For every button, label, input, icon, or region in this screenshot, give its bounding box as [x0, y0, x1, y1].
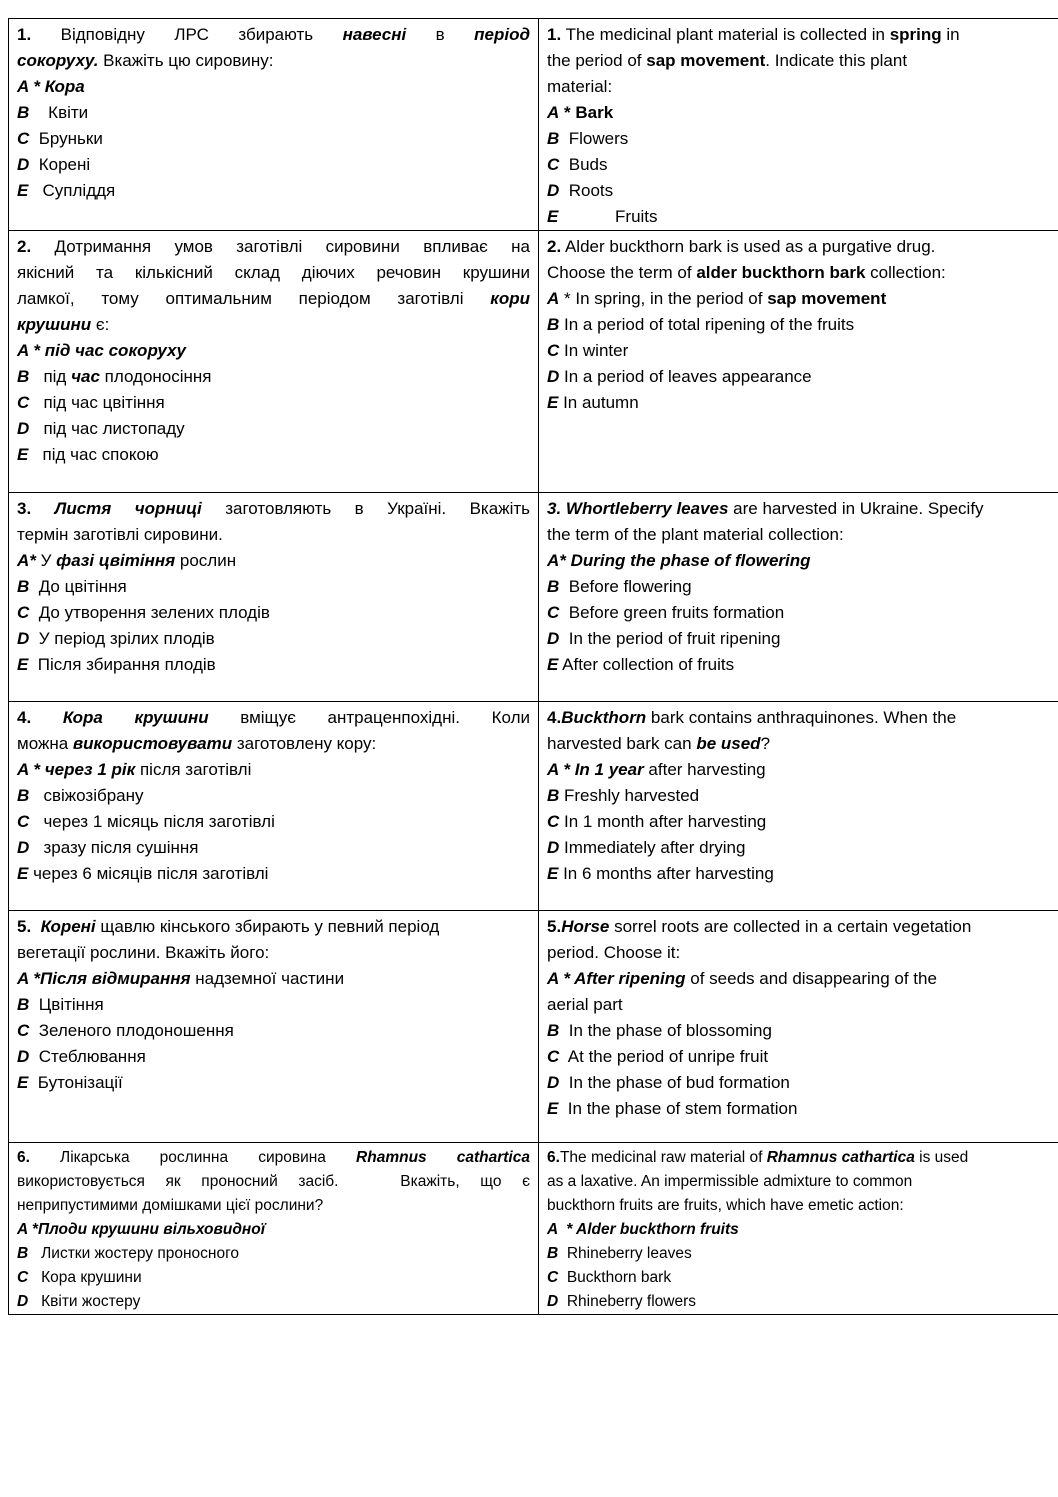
answer-line [17, 809, 530, 835]
text-segment: B [547, 577, 560, 596]
text-segment: ? [760, 734, 771, 753]
text-segment: Buckthorn bark [558, 1269, 672, 1286]
text-segment: E [17, 445, 29, 464]
text-segment: Choose the term of [547, 263, 697, 282]
text-segment: collection: [865, 263, 946, 282]
text-segment: harvested bark can [547, 734, 697, 753]
question-row [9, 231, 1058, 493]
text-segment: 1. [547, 25, 562, 44]
question-text-line [17, 1146, 530, 1170]
text-segment: sap movement [767, 289, 887, 308]
text-segment: C [547, 341, 560, 360]
question-cell-ukrainian [9, 702, 539, 911]
question-row [9, 1143, 1058, 1315]
text-segment: Дотримання умов заготівлі сировини впливає на [31, 237, 530, 256]
text-segment: A * After ripening [547, 969, 686, 988]
text-segment: C [547, 1269, 559, 1286]
text-segment: можна [17, 734, 73, 753]
question-text-line [17, 914, 530, 940]
answer-line [547, 548, 1058, 574]
text-segment: крушини [17, 315, 92, 334]
text-segment: Зеленого плодоношення [29, 1021, 234, 1040]
text-segment: Rhineberry leaves [558, 1245, 692, 1262]
text-segment: Цвітіння [29, 995, 104, 1014]
text-segment: 5. [17, 917, 32, 936]
answer-line [547, 74, 1058, 100]
answer-line [547, 1218, 1058, 1242]
answer-line [17, 600, 530, 626]
answer-line [547, 1194, 1058, 1218]
text-segment: сокоруху. [17, 51, 99, 70]
text-segment: Плоди крушини вільховидної [37, 1221, 266, 1238]
answer-line [17, 390, 530, 416]
answer-line [547, 1170, 1058, 1194]
text-segment: D [17, 1047, 30, 1066]
text-segment: під час листопаду [29, 419, 185, 438]
text-segment: In a period of total ripening of the fruits [559, 315, 855, 334]
question-text-line [547, 1146, 1058, 1170]
answer-line [17, 364, 530, 390]
text-segment: Корені [40, 917, 96, 936]
text-segment: Лікарська рослинна сировина [29, 1149, 357, 1166]
question-cell-english [539, 1143, 1058, 1315]
text-segment: Before flowering [559, 577, 692, 596]
text-segment: of seeds and disappearing of the [685, 969, 937, 988]
text-segment: . Indicate this plant [765, 51, 908, 70]
text-segment: B [17, 367, 30, 386]
answer-line [547, 178, 1058, 204]
answer-line [547, 940, 1058, 966]
answer-line [547, 1266, 1058, 1290]
text-segment: Roots [559, 181, 614, 200]
answer-line [17, 48, 530, 74]
text-segment: Freshly harvested [559, 786, 700, 805]
answer-line [547, 204, 1058, 230]
answer-line [17, 1170, 530, 1194]
answer-line [547, 1070, 1058, 1096]
text-segment: через 1 місяць після заготівлі [29, 812, 275, 831]
text-segment: E [547, 207, 559, 226]
question-text-line [547, 914, 1058, 940]
answer-line [17, 548, 530, 574]
answer-line [17, 522, 530, 548]
text-segment: The medicinal plant material is collected in [561, 25, 890, 44]
text-segment: B [547, 786, 560, 805]
text-segment: плодоносіння [99, 367, 212, 386]
text-segment: Після відмирання [40, 969, 191, 988]
text-segment: B [547, 315, 560, 334]
answer-line [17, 1242, 530, 1266]
text-segment: фазі цвітіння [56, 551, 176, 570]
text-segment: C [547, 1047, 560, 1066]
text-segment: Супліддя [28, 181, 116, 200]
question-text-line [547, 496, 1058, 522]
text-segment: A* During the phase of flowering [547, 551, 811, 570]
answer-line [17, 442, 530, 468]
text-segment: C [547, 812, 560, 831]
text-segment: B [17, 995, 30, 1014]
text-segment [31, 917, 40, 936]
answer-line [547, 48, 1058, 74]
text-segment: B [17, 577, 30, 596]
answer-line [17, 178, 530, 204]
text-segment: A [547, 103, 560, 122]
text-segment: зразу після сушіння [29, 838, 199, 857]
text-segment: sap movement [646, 51, 766, 70]
text-segment: D [547, 629, 560, 648]
text-segment: 4. [17, 708, 32, 727]
text-segment: під час сокоруху [44, 341, 186, 360]
text-segment: D [17, 838, 30, 857]
answer-line [17, 835, 530, 861]
text-segment: Після збирання плодів [28, 655, 216, 674]
answer-line [547, 992, 1058, 1018]
answer-line [17, 338, 530, 364]
question-cell-ukrainian [9, 1143, 539, 1315]
answer-line [547, 966, 1058, 992]
question-text-line [17, 705, 530, 731]
text-segment: E [17, 1073, 29, 1092]
text-segment: D [547, 367, 560, 386]
text-segment: 2. [547, 237, 562, 256]
text-segment: D [547, 1073, 560, 1092]
text-segment: E [17, 864, 29, 883]
text-segment: In winter [559, 341, 629, 360]
text-segment: Кора крушини [62, 708, 209, 727]
text-segment: Buckthorn [561, 708, 647, 727]
answer-line [547, 652, 1058, 678]
text-segment: After collection of fruits [558, 655, 735, 674]
text-segment: D [17, 155, 30, 174]
answer-line [17, 1018, 530, 1044]
text-segment: A * [17, 77, 45, 96]
text-segment: the term of the plant material collection: [547, 525, 844, 544]
text-segment: after harvesting [643, 760, 766, 779]
text-segment: In a period of leaves appearance [559, 367, 812, 386]
text-segment: Листки жостеру проносного [28, 1245, 240, 1262]
question-cell-ukrainian [9, 231, 539, 493]
answer-line [547, 626, 1058, 652]
text-segment: Кора [44, 77, 85, 96]
text-segment: D [547, 838, 560, 857]
text-segment: Fruits [558, 207, 658, 226]
text-segment: D [547, 1293, 559, 1310]
text-segment: ламкої, тому оптимальним періодом заготівлі [17, 289, 491, 308]
text-segment: є: [91, 315, 110, 334]
text-segment: Immediately after drying [559, 838, 746, 857]
text-segment: A * [17, 341, 45, 360]
question-row [9, 911, 1058, 1143]
text-segment: In 1 month after harvesting [559, 812, 767, 831]
text-segment [31, 499, 54, 518]
question-cell-english [539, 493, 1058, 702]
answer-line [547, 286, 1058, 312]
text-segment: через 6 місяців після заготівлі [28, 864, 269, 883]
text-segment: Квіти [29, 103, 89, 122]
answer-line [17, 574, 530, 600]
text-segment: Alder buckthorn bark is used as a purgative drug. [561, 237, 936, 256]
text-segment: E [547, 864, 559, 883]
text-segment: Flowers [559, 129, 629, 148]
question-row [9, 702, 1058, 911]
text-segment: sorrel roots are collected in a certain vegetation [609, 917, 972, 936]
text-segment: під [29, 367, 72, 386]
text-segment: 6. [547, 1149, 560, 1166]
text-segment: B [17, 1245, 29, 1262]
answer-line [547, 1096, 1058, 1122]
text-segment: B [547, 1245, 559, 1262]
text-segment: D [17, 629, 30, 648]
answer-line [547, 338, 1058, 364]
text-segment: У [35, 551, 57, 570]
text-segment: 2. [17, 237, 32, 256]
text-segment: A * [17, 969, 40, 988]
text-segment: період [474, 25, 530, 44]
text-segment: spring [889, 25, 942, 44]
text-segment: вегетації рослини. Вкажіть його: [17, 943, 270, 962]
text-segment: навесні [342, 25, 407, 44]
text-segment: використовувати [72, 734, 233, 753]
text-segment: E [547, 655, 559, 674]
text-segment: B [547, 129, 560, 148]
text-segment: In the phase of blossoming [559, 1021, 772, 1040]
answer-line [17, 126, 530, 152]
text-segment: E [17, 181, 29, 200]
question-cell-english [539, 911, 1058, 1143]
text-segment: A [547, 289, 560, 308]
text-segment: A * In 1 year [547, 760, 644, 779]
answer-line [17, 652, 530, 678]
text-segment: C [547, 155, 560, 174]
text-segment: 1. [17, 25, 32, 44]
text-segment: До цвітіння [29, 577, 127, 596]
question-cell-ukrainian [9, 19, 539, 231]
text-segment: Rhamnus cathartica [356, 1149, 530, 1166]
text-segment: Корені [29, 155, 91, 174]
text-segment: 5. [547, 917, 562, 936]
question-cell-ukrainian [9, 911, 539, 1143]
text-segment: In autumn [558, 393, 639, 412]
text-segment: Відповідну ЛРС збирають [31, 25, 343, 44]
text-segment: C [17, 1021, 30, 1040]
answer-line [17, 731, 530, 757]
answer-line [547, 100, 1058, 126]
text-segment: після заготівлі [135, 760, 252, 779]
text-segment: * In spring, in the period of [559, 289, 768, 308]
text-segment: заготовлену кору: [232, 734, 377, 753]
text-segment: Кора крушини [28, 1269, 142, 1286]
text-segment: надземної частини [190, 969, 345, 988]
text-segment: під час цвітіння [29, 393, 165, 412]
text-segment: вміщує антраценпохідні. Коли [208, 708, 530, 727]
text-segment: D [547, 181, 560, 200]
answer-line [17, 416, 530, 442]
answer-line [17, 626, 530, 652]
text-segment: Buds [559, 155, 608, 174]
answer-line [17, 286, 530, 312]
text-segment: as a laxative. An impermissible admixture to common [547, 1173, 913, 1190]
text-segment: Before green fruits formation [559, 603, 785, 622]
answer-line [17, 1266, 530, 1290]
answer-line [547, 1018, 1058, 1044]
answer-line [547, 835, 1058, 861]
text-segment: C [17, 1269, 29, 1286]
text-segment: 3. [547, 499, 562, 518]
answer-line [547, 783, 1058, 809]
question-text-line [547, 705, 1058, 731]
text-segment: A * [17, 760, 45, 779]
text-segment: In the phase of stem formation [558, 1099, 798, 1118]
question-text-line [17, 234, 530, 260]
text-segment: кори [490, 289, 530, 308]
answer-line [547, 1044, 1058, 1070]
answer-line [17, 1044, 530, 1070]
answer-line [547, 364, 1058, 390]
answer-line [547, 861, 1058, 887]
text-segment: 6. [17, 1149, 30, 1166]
text-segment: в [406, 25, 475, 44]
text-segment: In the phase of bud formation [559, 1073, 790, 1092]
answer-line [547, 600, 1058, 626]
answer-line [547, 809, 1058, 835]
text-segment: B [547, 1021, 560, 1040]
text-segment: C [547, 603, 560, 622]
answer-line [17, 783, 530, 809]
answer-line [547, 390, 1058, 416]
text-segment: рослин [175, 551, 237, 570]
question-row [9, 493, 1058, 702]
text-segment: * Bark [559, 103, 614, 122]
text-segment: C [17, 393, 30, 412]
answer-line [17, 1218, 530, 1242]
text-segment: D [17, 1293, 29, 1310]
text-segment: 3. [17, 499, 32, 518]
question-table-body [9, 19, 1058, 1315]
text-segment: At the period of unripe fruit [559, 1047, 769, 1066]
text-segment: C [17, 812, 30, 831]
answer-line [547, 1242, 1058, 1266]
question-cell-english [539, 19, 1058, 231]
question-text-line [17, 22, 530, 48]
answer-line [17, 312, 530, 338]
text-segment: якісний та кількісний склад діючих речовин крушини [17, 263, 530, 282]
question-cell-ukrainian [9, 493, 539, 702]
text-segment: aerial part [547, 995, 623, 1014]
text-segment: material: [547, 77, 613, 96]
question-row [9, 19, 1058, 231]
question-text-line [547, 234, 1058, 260]
text-segment: щавлю кінського збирають у певний період [95, 917, 440, 936]
text-segment: In 6 months after harvesting [558, 864, 774, 883]
text-segment: buckthorn fruits are fruits, which have emetic action: [547, 1197, 904, 1214]
text-segment: До утворення зелених плодів [29, 603, 270, 622]
text-segment: через 1 рік [44, 760, 136, 779]
answer-line [547, 731, 1058, 757]
text-segment: У період зрілих плодів [29, 629, 215, 648]
answer-line [17, 152, 530, 178]
text-segment: A * Alder buckthorn fruits [547, 1221, 739, 1238]
answer-line [547, 574, 1058, 600]
text-segment: bark contains anthraquinones. When the [646, 708, 957, 727]
answer-line [17, 966, 530, 992]
answer-line [17, 1290, 530, 1314]
text-segment: Квіти жостеру [28, 1293, 141, 1310]
answer-line [17, 74, 530, 100]
text-segment: be used [696, 734, 761, 753]
question-text-line [547, 22, 1058, 48]
answer-line [547, 260, 1058, 286]
answer-line [17, 1194, 530, 1218]
text-segment: alder buckthorn bark [696, 263, 866, 282]
text-segment: під час спокою [28, 445, 159, 464]
text-segment: in [941, 25, 960, 44]
text-segment: Rhamnus cathartica [766, 1149, 915, 1166]
text-segment: The medicinal raw material of [559, 1149, 767, 1166]
text-segment: використовується як проносний засіб. Вкажіть, що є [17, 1173, 530, 1190]
answer-line [547, 152, 1058, 178]
text-segment: E [547, 1099, 559, 1118]
text-segment: Бруньки [29, 129, 103, 148]
text-segment: period. Choose it: [547, 943, 681, 962]
answer-line [17, 992, 530, 1018]
text-segment: неприпустимими домішками цієї рослини? [17, 1197, 324, 1214]
text-segment: свіжозібрану [29, 786, 144, 805]
text-segment: In the period of fruit ripening [559, 629, 781, 648]
text-segment: E [547, 393, 559, 412]
text-segment: E [17, 655, 29, 674]
text-segment: Whortleberry leaves [565, 499, 729, 518]
text-segment: Стеблювання [29, 1047, 146, 1066]
answer-line [547, 126, 1058, 152]
answer-line [17, 757, 530, 783]
answer-line [547, 1290, 1058, 1314]
text-segment: C [17, 129, 30, 148]
text-segment: Бутонізації [28, 1073, 123, 1092]
answer-line [17, 260, 530, 286]
answer-line [547, 312, 1058, 338]
answer-line [17, 100, 530, 126]
question-cell-english [539, 231, 1058, 493]
text-segment: B [17, 103, 30, 122]
text-segment: A* [17, 551, 36, 570]
text-segment: the period of [547, 51, 647, 70]
question-cell-english [539, 702, 1058, 911]
text-segment: час [71, 367, 100, 386]
question-text-line [17, 496, 530, 522]
text-segment: Листя чорниці [54, 499, 202, 518]
text-segment [31, 708, 63, 727]
text-segment: Вкажіть цю сировину: [98, 51, 274, 70]
text-segment: C [17, 603, 30, 622]
question-table [8, 18, 1058, 1315]
answer-line [17, 861, 530, 887]
text-segment: Horse [561, 917, 610, 936]
text-segment: 4. [547, 708, 562, 727]
text-segment: are harvested in Ukraine. Specify [728, 499, 984, 518]
text-segment: заготовляють в Україні. Вкажіть [201, 499, 530, 518]
text-segment: B [17, 786, 30, 805]
answer-line [17, 1070, 530, 1096]
text-segment: A * [17, 1221, 38, 1238]
answer-line [547, 757, 1058, 783]
answer-line [17, 940, 530, 966]
answer-line [547, 522, 1058, 548]
text-segment: is used [914, 1149, 969, 1166]
text-segment: D [17, 419, 30, 438]
text-segment: Rhineberry flowers [558, 1293, 697, 1310]
text-segment: термін заготівлі сировини. [17, 525, 223, 544]
